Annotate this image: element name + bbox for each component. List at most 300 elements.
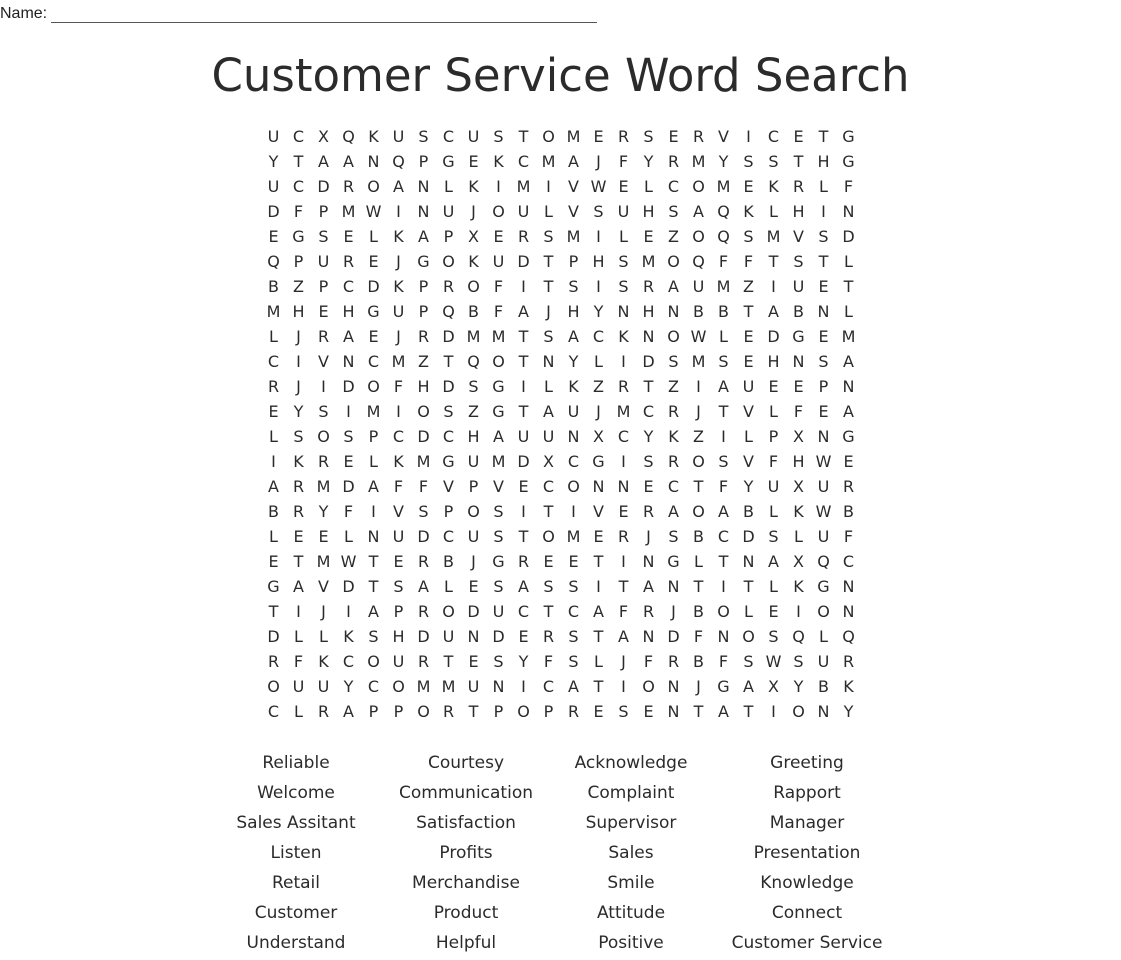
grid-letter: O (792, 702, 805, 721)
grid-letter: R (267, 652, 280, 671)
grid-letter: E (393, 552, 404, 571)
grid-letter: C (292, 127, 305, 146)
grid-letter: E (743, 177, 754, 196)
grid-letter: S (718, 352, 729, 371)
grid-letter: V (318, 577, 329, 596)
grid-letter: F (843, 527, 854, 546)
grid-letter: T (718, 552, 729, 571)
grid-letter: T (518, 327, 529, 346)
grid-letter: O (417, 402, 430, 421)
grid-letter: M (566, 227, 581, 246)
grid-letter: S (643, 452, 654, 471)
grid-letter: N (367, 152, 380, 171)
word-list-item: Satisfaction (416, 813, 516, 833)
grid-letter: O (467, 502, 480, 521)
grid-letter: M (491, 327, 506, 346)
grid-letter: C (442, 427, 455, 446)
grid-letter: N (567, 427, 580, 446)
grid-letter: S (793, 252, 804, 271)
grid-letter: A (718, 377, 729, 396)
grid-letter: M (441, 677, 456, 696)
grid-letter: A (718, 702, 729, 721)
grid-letter: L (294, 702, 303, 721)
grid-letter: D (342, 477, 355, 496)
grid-letter: A (568, 677, 579, 696)
grid-letter: G (367, 302, 380, 321)
word-list-item: Knowledge (760, 873, 854, 893)
grid-letter: Y (718, 152, 729, 171)
grid-letter: C (267, 702, 280, 721)
grid-letter: T (293, 552, 304, 571)
grid-letter: E (343, 452, 354, 471)
grid-letter: J (321, 602, 326, 621)
grid-letter: T (643, 377, 654, 396)
grid-letter: U (542, 427, 555, 446)
grid-letter: U (467, 527, 480, 546)
grid-letter: R (317, 452, 330, 471)
grid-letter: L (269, 527, 278, 546)
grid-letter: S (668, 352, 679, 371)
grid-letter: E (768, 602, 779, 621)
grid-letter: G (817, 577, 830, 596)
grid-letter: I (696, 377, 701, 396)
word-list-item: Helpful (435, 933, 497, 953)
grid-letter: N (842, 577, 855, 596)
grid-letter: M (691, 152, 706, 171)
grid-letter: I (571, 502, 576, 521)
grid-letter: S (418, 127, 429, 146)
word-list-item: Merchandise (412, 873, 520, 893)
grid-letter: A (343, 702, 354, 721)
grid-letter: X (543, 452, 554, 471)
grid-letter: G (442, 452, 455, 471)
grid-letter: P (393, 602, 404, 621)
grid-letter: G (417, 252, 430, 271)
grid-letter: P (818, 377, 829, 396)
grid-letter: Q (467, 352, 480, 371)
grid-letter: K (618, 327, 629, 346)
grid-letter: B (268, 277, 279, 296)
grid-letter: K (293, 452, 304, 471)
grid-letter: N (367, 527, 380, 546)
grid-letter: O (667, 252, 680, 271)
word-list-item: Profits (439, 843, 493, 863)
grid-letter: I (521, 377, 526, 396)
grid-letter: K (493, 152, 504, 171)
grid-letter: A (368, 602, 379, 621)
grid-letter: F (643, 652, 654, 671)
grid-letter: S (768, 527, 779, 546)
grid-letter: U (492, 252, 505, 271)
grid-letter: H (817, 152, 830, 171)
grid-letter: C (542, 477, 555, 496)
grid-letter: S (793, 652, 804, 671)
grid-letter: W (815, 502, 832, 521)
grid-letter: S (568, 652, 579, 671)
grid-letter: K (393, 452, 404, 471)
grid-letter: I (346, 602, 351, 621)
grid-letter: E (468, 652, 479, 671)
word-list (210, 748, 902, 958)
grid-letter: S (343, 427, 354, 446)
grid-letter: U (267, 127, 280, 146)
grid-letter: D (742, 527, 755, 546)
grid-letter: K (793, 577, 804, 596)
grid-letter: A (668, 277, 679, 296)
grid-letter: I (621, 552, 626, 571)
grid-letter: U (817, 652, 830, 671)
grid-letter: E (268, 552, 279, 571)
grid-letter: C (642, 402, 655, 421)
grid-letter: A (843, 402, 854, 421)
grid-letter: K (368, 127, 379, 146)
grid-letter: Q (692, 252, 705, 271)
grid-letter: K (568, 377, 579, 396)
grid-letter: I (596, 577, 601, 596)
grid-letter: K (468, 177, 479, 196)
grid-letter: S (493, 652, 504, 671)
grid-letter: X (768, 677, 779, 696)
grid-letter: Z (668, 377, 679, 396)
grid-letter: T (543, 602, 554, 621)
grid-letter: Z (668, 227, 679, 246)
grid-letter: S (493, 577, 504, 596)
grid-letter: C (517, 602, 530, 621)
grid-letter: U (517, 202, 530, 221)
grid-letter: N (717, 627, 730, 646)
page-title: Customer Service Word Search (211, 49, 910, 102)
grid-letter: L (319, 627, 328, 646)
grid-letter: D (317, 177, 330, 196)
grid-letter: P (418, 277, 429, 296)
grid-letter: J (696, 402, 701, 421)
grid-letter: L (444, 577, 453, 596)
grid-letter: I (721, 427, 726, 446)
grid-letter: H (642, 202, 655, 221)
grid-letter: M (716, 177, 731, 196)
grid-letter: S (368, 627, 379, 646)
grid-letter: T (768, 252, 779, 271)
grid-letter: L (344, 527, 353, 546)
grid-letter: L (694, 552, 703, 571)
grid-letter: Q (442, 302, 455, 321)
grid-letter: M (566, 527, 581, 546)
grid-letter: V (568, 202, 579, 221)
grid-letter: U (442, 627, 455, 646)
grid-letter: A (543, 402, 554, 421)
grid-letter: A (593, 602, 604, 621)
grid-letter: Y (643, 152, 654, 171)
grid-letter: A (693, 202, 704, 221)
grid-letter: S (768, 152, 779, 171)
grid-letter: Z (593, 377, 604, 396)
grid-letter: G (717, 677, 730, 696)
name-label: Name: (0, 5, 48, 22)
grid-letter: L (744, 427, 753, 446)
grid-letter: C (442, 527, 455, 546)
grid-letter: F (718, 477, 729, 496)
grid-letter: N (492, 677, 505, 696)
grid-letter: E (793, 377, 804, 396)
grid-letter: L (769, 402, 778, 421)
grid-letter: S (593, 202, 604, 221)
word-list-item: Attitude (596, 903, 666, 923)
grid-letter: C (767, 127, 780, 146)
grid-letter: A (743, 677, 754, 696)
grid-letter: E (318, 302, 329, 321)
grid-letter: V (318, 352, 329, 371)
grid-letter: N (667, 677, 680, 696)
grid-letter: Z (293, 277, 304, 296)
grid-letter: A (518, 577, 529, 596)
grid-letter: J (696, 677, 701, 696)
grid-letter: H (792, 452, 805, 471)
grid-letter: E (593, 127, 604, 146)
grid-letter: F (768, 452, 779, 471)
grid-letter: T (518, 352, 529, 371)
grid-letter: C (567, 452, 580, 471)
grid-letter: S (493, 527, 504, 546)
grid-letter: T (518, 527, 529, 546)
grid-letter: I (321, 377, 326, 396)
grid-letter: R (642, 602, 655, 621)
grid-letter: U (817, 527, 830, 546)
grid-letter: A (318, 152, 329, 171)
grid-letter: C (342, 277, 355, 296)
grid-letter: L (769, 502, 778, 521)
grid-letter: N (342, 352, 355, 371)
grid-letter: P (368, 702, 379, 721)
word-list-item: Sales Assitant (236, 813, 356, 833)
grid-letter: L (594, 352, 603, 371)
grid-letter: R (667, 452, 680, 471)
grid-letter: P (568, 252, 579, 271)
grid-letter: I (346, 402, 351, 421)
name-field (0, 3, 597, 23)
grid-letter: O (467, 277, 480, 296)
grid-letter: I (621, 677, 626, 696)
grid-letter: T (743, 577, 754, 596)
grid-letter: P (443, 502, 454, 521)
grid-letter: N (667, 577, 680, 596)
grid-letter: A (843, 352, 854, 371)
grid-letter: V (743, 452, 754, 471)
grid-letter: I (596, 227, 601, 246)
grid-letter: A (418, 227, 429, 246)
grid-letter: E (343, 227, 354, 246)
grid-letter: D (342, 577, 355, 596)
word-list-item: Acknowledge (574, 753, 688, 773)
grid-letter: I (271, 452, 276, 471)
grid-letter: T (693, 702, 704, 721)
grid-letter: B (793, 302, 804, 321)
grid-letter: Z (743, 277, 754, 296)
grid-letter: E (268, 227, 279, 246)
grid-letter: U (317, 677, 330, 696)
grid-letter: L (769, 577, 778, 596)
grid-letter: N (842, 602, 855, 621)
grid-letter: E (643, 227, 654, 246)
grid-letter: F (693, 627, 704, 646)
grid-letter: S (568, 577, 579, 596)
grid-letter: U (492, 602, 505, 621)
grid-letter: C (542, 677, 555, 696)
grid-letter: T (793, 152, 804, 171)
grid-letter: U (517, 427, 530, 446)
grid-letter: F (393, 477, 404, 496)
grid-letter: U (467, 677, 480, 696)
grid-letter: G (842, 427, 855, 446)
grid-letter: L (369, 452, 378, 471)
grid-letter: D (492, 627, 505, 646)
grid-letter: M (391, 352, 406, 371)
grid-letter: K (668, 427, 679, 446)
grid-letter: X (793, 427, 804, 446)
grid-letter: K (468, 252, 479, 271)
grid-letter: G (592, 452, 605, 471)
grid-letter: R (292, 502, 305, 521)
grid-letter: I (621, 352, 626, 371)
grid-letter: O (392, 677, 405, 696)
grid-letter: O (692, 452, 705, 471)
grid-letter: M (716, 277, 731, 296)
grid-letter: N (467, 627, 480, 646)
grid-letter: N (792, 352, 805, 371)
grid-letter: X (468, 227, 479, 246)
grid-letter: Q (267, 252, 280, 271)
grid-letter: U (817, 477, 830, 496)
grid-letter: E (818, 277, 829, 296)
grid-letter: B (843, 502, 854, 521)
grid-letter: T (368, 552, 379, 571)
grid-letter: R (342, 177, 355, 196)
grid-letter: F (718, 252, 729, 271)
grid-letter: O (442, 602, 455, 621)
grid-letter: T (693, 477, 704, 496)
grid-letter: U (767, 477, 780, 496)
grid-letter: S (668, 527, 679, 546)
grid-letter: O (417, 702, 430, 721)
grid-letter: I (771, 277, 776, 296)
word-list-item: Understand (246, 933, 346, 953)
grid-letter: N (667, 702, 680, 721)
grid-letter: M (416, 452, 431, 471)
grid-letter: G (842, 127, 855, 146)
grid-letter: E (643, 702, 654, 721)
grid-letter: D (767, 327, 780, 346)
grid-letter: N (417, 177, 430, 196)
grid-letter: C (292, 177, 305, 196)
grid-letter: F (718, 652, 729, 671)
grid-letter: U (392, 127, 405, 146)
grid-letter: F (293, 202, 304, 221)
grid-letter: C (842, 552, 855, 571)
grid-letter: F (618, 152, 629, 171)
grid-letter: C (717, 527, 730, 546)
grid-letter: S (818, 227, 829, 246)
grid-letter: R (842, 652, 855, 671)
grid-letter: R (417, 327, 430, 346)
grid-letter: O (667, 327, 680, 346)
grid-letter: L (819, 177, 828, 196)
grid-letter: T (268, 602, 279, 621)
grid-letter: S (318, 227, 329, 246)
grid-letter: E (818, 402, 829, 421)
grid-letter: M (491, 452, 506, 471)
grid-letter: D (342, 377, 355, 396)
grid-letter: B (743, 502, 754, 521)
grid-letter: D (842, 227, 855, 246)
grid-letter: T (593, 552, 604, 571)
grid-letter: P (493, 702, 504, 721)
grid-letter: S (568, 277, 579, 296)
grid-letter: J (396, 252, 401, 271)
grid-letter: P (768, 427, 779, 446)
grid-letter: R (642, 502, 655, 521)
grid-letter: A (418, 577, 429, 596)
grid-letter: B (443, 552, 454, 571)
grid-letter: R (642, 277, 655, 296)
grid-letter: C (342, 652, 355, 671)
grid-letter: D (642, 352, 655, 371)
grid-letter: J (296, 327, 301, 346)
grid-letter: M (316, 477, 331, 496)
grid-letter: H (292, 302, 305, 321)
grid-letter: O (367, 177, 380, 196)
grid-letter: E (818, 327, 829, 346)
grid-letter: Y (593, 302, 604, 321)
grid-letter: H (792, 202, 805, 221)
grid-letter: W (815, 452, 832, 471)
grid-letter: C (392, 427, 405, 446)
grid-letter: O (817, 602, 830, 621)
word-list-item: Supervisor (585, 813, 677, 833)
grid-letter: R (417, 552, 430, 571)
grid-letter: E (268, 402, 279, 421)
grid-letter: R (617, 127, 630, 146)
word-list-item: Reliable (262, 753, 330, 773)
grid-letter: C (592, 327, 605, 346)
grid-letter: E (518, 627, 529, 646)
grid-letter: D (517, 252, 530, 271)
grid-letter: M (466, 327, 481, 346)
word-list-item: Communication (399, 783, 533, 803)
grid-letter: C (567, 602, 580, 621)
grid-letter: D (267, 627, 280, 646)
grid-letter: T (518, 127, 529, 146)
grid-letter: S (718, 452, 729, 471)
grid-letter: A (568, 152, 579, 171)
grid-letter: N (817, 427, 830, 446)
grid-letter: L (844, 252, 853, 271)
grid-letter: M (641, 252, 656, 271)
grid-letter: T (743, 302, 754, 321)
grid-letter: A (493, 427, 504, 446)
grid-letter: G (842, 152, 855, 171)
grid-letter: Y (268, 152, 279, 171)
grid-letter: V (393, 502, 404, 521)
grid-letter: Y (643, 427, 654, 446)
grid-letter: T (368, 577, 379, 596)
grid-letter: B (693, 527, 704, 546)
grid-letter: E (743, 327, 754, 346)
grid-letter: E (518, 477, 529, 496)
grid-letter: E (543, 552, 554, 571)
grid-letter: E (368, 252, 379, 271)
grid-letter: A (768, 302, 779, 321)
grid-letter: U (467, 452, 480, 471)
grid-letter: J (621, 652, 626, 671)
